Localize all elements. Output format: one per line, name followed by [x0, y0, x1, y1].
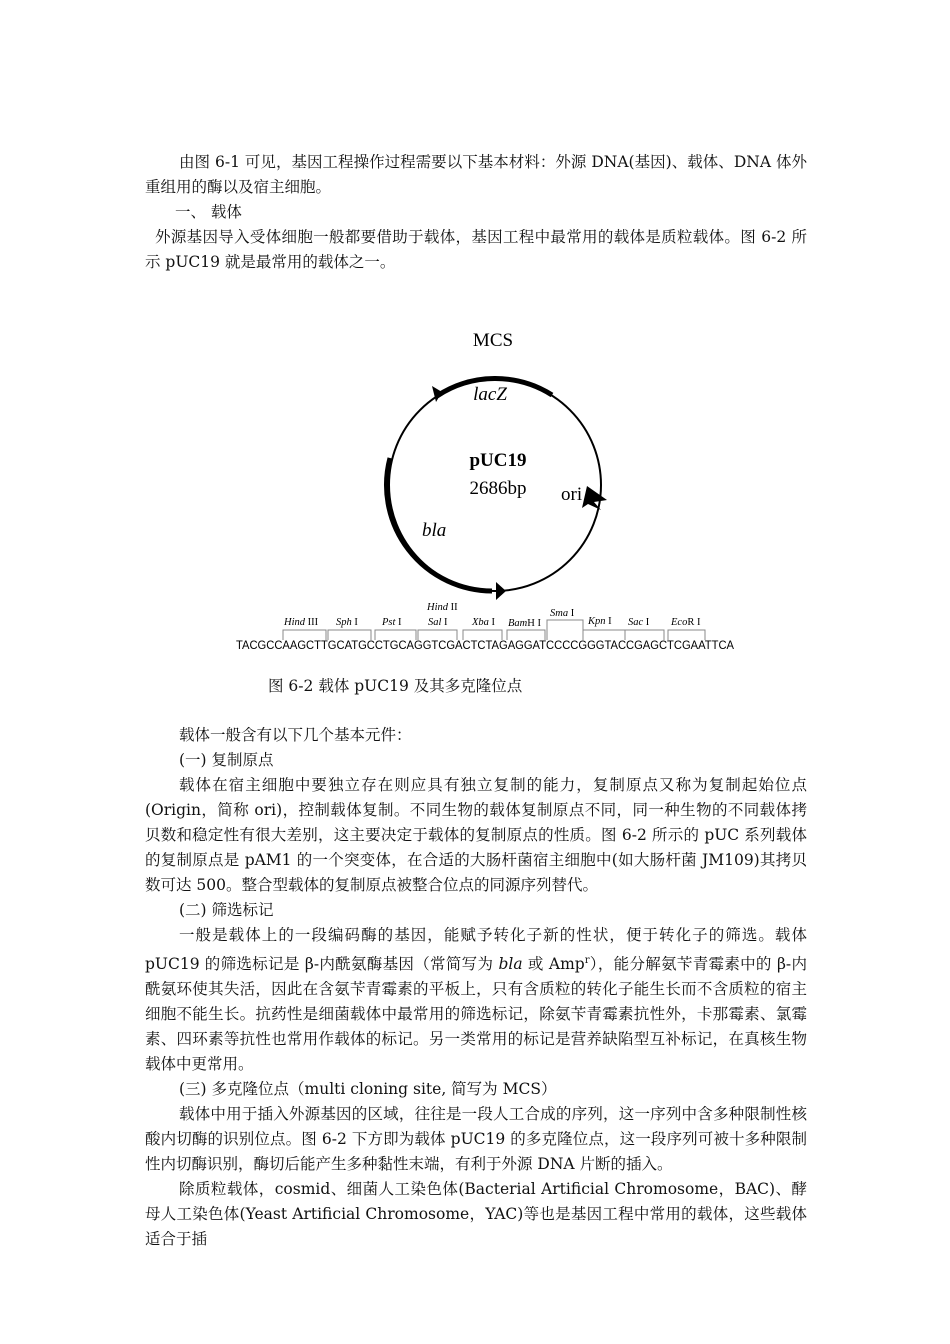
site-label-psti: Pst I — [382, 617, 402, 628]
site-label-sphi: Sph I — [336, 617, 358, 628]
paragraph-other-vectors: 除质粒载体，cosmid、细菌人工染色体(Bacterial Artificial Chromosome，BAC)、酵母人工染色体(Yeast Artificial Chromosome，YAC)等也是基因工程中常用的载体，这些载体适合于插 — [145, 1180, 807, 1249]
marker-sup: r — [584, 955, 590, 966]
puc19-plasmid-map — [230, 320, 750, 660]
puc19-figure — [230, 320, 750, 660]
plasmid-name: pUC19 — [469, 450, 527, 471]
ori-arrow-icon — [582, 486, 607, 510]
site-labels — [283, 602, 701, 629]
mcs-sequence: TACGCCAAGCTTGCATGCCTGCAGGTCGACTCTAGAGGATCCCCGGGTACCGAGCTCGAATTCA — [236, 640, 735, 652]
site-label-bamhi: BamH I — [508, 618, 541, 629]
paragraph-mcs: 载体中用于插入外源基因的区域，往往是一段人工合成的序列，这一序列中含多种限制性核酸内切酶的识别位点。图 6-2 下方即为载体 pUC19 的多克隆位点，这一段序列可被十多种限制性内切酶识别，酶切后能产生多种黏性末端，有利于外源 DNA 片断的插入。 — [145, 1105, 807, 1174]
subheading-mcs: (三) 多克隆位点（multi cloning site, 简写为 MCS） — [179, 1080, 557, 1099]
site-label-saci: Sac I — [628, 617, 650, 628]
paragraph-marker — [145, 923, 807, 1077]
site-label-smai: Sma I — [550, 608, 575, 619]
site-label-xbai: Xba I — [472, 617, 496, 628]
intro-paragraph-2: 外源基因导入受体细胞一般都要借助于载体，基因工程中最常用的载体是质粒载体。图 6-2 所示 pUC19 就是最常用的载体之一。 — [145, 228, 807, 271]
site-label-sali: Sal I — [428, 617, 448, 628]
bla-arrowhead — [496, 582, 506, 600]
marker-text-c: ），能分解氨苄青霉素中的 β-内酰氨环使其失活，因此在含氨苄青霉素的平板上，只有含质粒的转化子能生长而不含质粒的宿主细胞不能生长。抗药性是细菌载体中最常用的筛选标记，除氨苄青霉素抗性外，卡那霉素、氯霉素、四环素等抗性也常用作载体的标记。另一类常用的标记是营养缺陷型互补标记，在真核生物载体中更常用。 — [145, 955, 807, 1074]
lead-paragraph: 载体一般含有以下几个基本元件： — [179, 726, 412, 744]
subheading-marker: (二) 筛选标记 — [179, 901, 274, 919]
site-label-kpni: Kpn I — [588, 616, 612, 627]
bla-label: bla — [422, 520, 447, 541]
subheading-origin: (一) 复制原点 — [179, 751, 274, 769]
mcs-label: MCS — [472, 330, 514, 351]
site-label-ecori: EcoR I — [671, 617, 701, 628]
intro-section — [145, 150, 807, 275]
marker-text-b: 或 Amp — [522, 955, 585, 974]
marker-text-a: 一般是载体上的一段编码酶的基因，能赋予转化子新的性状，便于转化子的筛选。载体 pUC19 的筛选标记是 β-内酰氨酶基因（常简写为 — [145, 926, 807, 974]
marker-bla: bla — [498, 955, 523, 974]
plasmid-size: 2686bp — [469, 478, 527, 499]
section-heading-vector: 一、 载体 — [175, 203, 242, 221]
ori-label: ori — [561, 484, 583, 505]
figure-caption: 图 6-2 载体 pUC19 及其多克隆位点 — [268, 677, 523, 695]
intro-paragraph-1: 由图 6-1 可见，基因工程操作过程需要以下基本材料：外源 DNA(基因)、载体、DNA 体外重组用的酶以及宿主细胞。 — [145, 153, 807, 196]
body-section — [145, 723, 807, 1252]
site-label-hindii: Hind II — [427, 602, 458, 613]
paragraph-origin: 载体在宿主细胞中要独立存在则应具有独立复制的能力，复制原点又称为复制起始位点(Origin，简称 ori)，控制载体复制。不同生物的载体复制原点不同，同一种生物的不同载体拷贝数和稳定性有很大差别，这主要决定于载体的复制原点的性质。图 6-2 所示的 pUC 系列载体的复制原点是 pAM1 的一个突变体，在合适的大肠杆菌宿主细胞中(如大肠杆菌 JM109)其拷贝数可达 500。整合型载体的复制原点被整合位点的同源序列替代。 — [145, 776, 807, 894]
site-label-hindiii: Hind III — [284, 617, 319, 628]
lacz-label: lacZ — [473, 384, 507, 405]
